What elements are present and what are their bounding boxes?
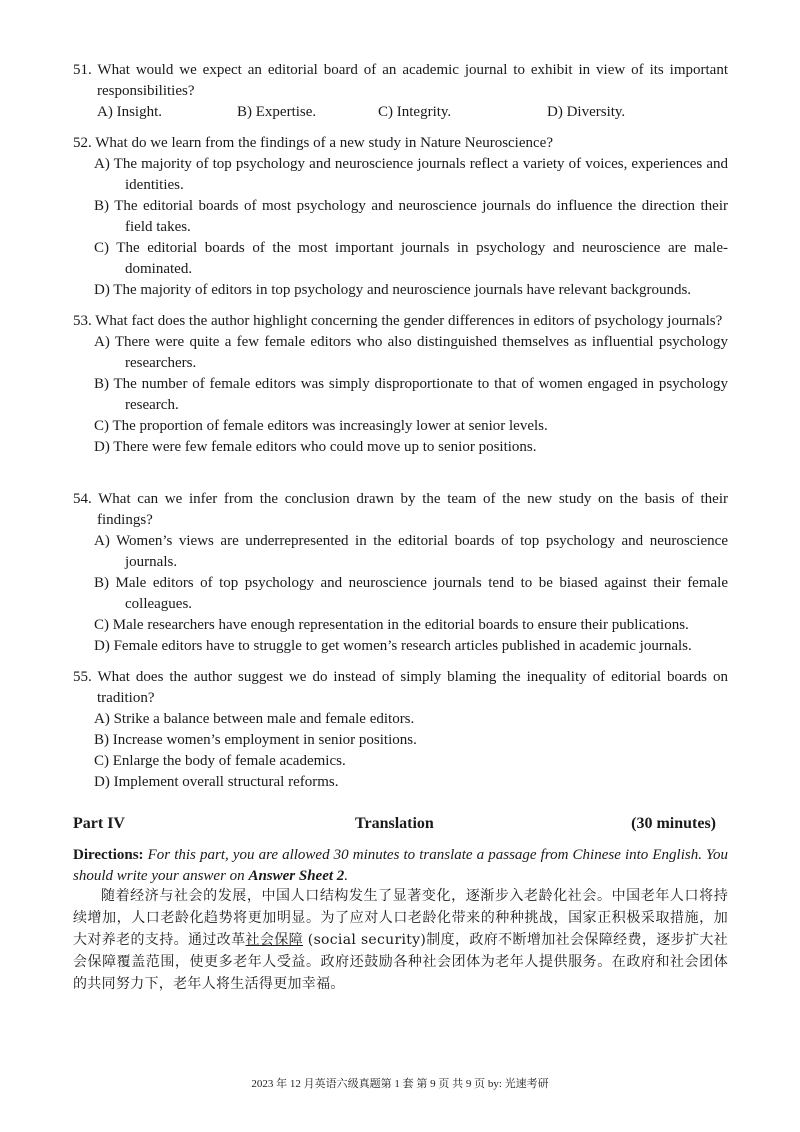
question-stem: 51. What would we expect an editorial board of an academic journal to exhibit in view of its important responsibilities? <box>73 62 728 99</box>
option-d[interactable]: D) Diversity. <box>547 104 626 120</box>
option-a[interactable]: A) There were quite a few female editors who also distinguished themselves as influential psychology researchers. <box>94 334 728 371</box>
option-b[interactable]: B) Male editors of top psychology and neuroscience journals tend to be biased against their female colleagues. <box>94 575 728 612</box>
section-title: Translation <box>355 815 434 832</box>
question-stem: 52. What do we learn from the findings of a new study in Nature Neuroscience? <box>73 135 553 151</box>
option-a[interactable]: A) The majority of top psychology and neuroscience journals reflect a variety of voices, experiences and identities. <box>94 156 728 193</box>
translation-passage <box>73 885 728 995</box>
question-54 <box>73 489 728 657</box>
option-d[interactable]: D) The majority of editors in top psychology and neuroscience journals have relevant backgrounds. <box>94 282 692 298</box>
option-d[interactable]: D) There were few female editors who could move up to senior positions. <box>94 439 537 455</box>
directions-label: Directions: <box>73 847 144 863</box>
question-55 <box>73 667 728 793</box>
option-c[interactable]: C) The proportion of female editors was increasingly lower at senior levels. <box>94 418 548 434</box>
option-d[interactable]: D) Implement overall structural reforms. <box>94 774 339 790</box>
directions-end: . <box>344 868 349 884</box>
part-title: Part IV <box>73 815 125 832</box>
question-53 <box>73 311 728 458</box>
option-a[interactable]: A) Strike a balance between male and female editors. <box>94 711 415 727</box>
passage-text-1: 随着经济与社会的发展，中国人口结构发生了显著变化，逐渐步入老龄化社会。中国老年人口将持续增加，人口老龄化趋势将更加明显。为了应对人口老龄化带来的种种挑战，国家正积极采取措施，加大对养老的支持。通过改革 <box>73 888 728 948</box>
directions-text: For this part, you are allowed 30 minutes to translate a passage from Chinese into English. You should write your answer on <box>73 847 729 884</box>
option-b[interactable]: B) The number of female editors was simply disproportionate to that of women engaged in psychology research. <box>94 376 728 413</box>
option-c[interactable]: C) The editorial boards of the most important journals in psychology and neuroscience are male-dominated. <box>94 240 728 277</box>
option-row <box>73 102 728 123</box>
option-d[interactable]: D) Female editors have to struggle to get women’s research articles published in academic journals. <box>94 638 692 654</box>
question-stem: 55. What does the author suggest we do instead of simply blaming the inequality of editorial boards on tradition? <box>73 669 728 706</box>
section-time: (30 minutes) <box>631 815 716 832</box>
option-c[interactable]: C) Enlarge the body of female academics. <box>94 753 346 769</box>
question-stem: 54. What can we infer from the conclusion drawn by the team of the new study on the basis of their findings? <box>73 491 728 528</box>
option-c[interactable]: C) Integrity. <box>378 104 452 120</box>
option-b[interactable]: B) Expertise. <box>237 104 317 120</box>
directions <box>73 845 728 887</box>
question-stem: 53. What fact does the author highlight concerning the gender differences in editors of psychology journals? <box>73 313 723 329</box>
question-52 <box>73 133 728 301</box>
option-c[interactable]: C) Male researchers have enough representation in the editorial boards to ensure their publications. <box>94 617 689 633</box>
answer-sheet-ref: Answer Sheet 2 <box>248 868 345 884</box>
part-header <box>73 815 716 837</box>
page-footer: 2023 年 12 月英语六级真题第 1 套 第 9 页 共 9 页 by: 光速考研 <box>251 1078 549 1090</box>
passage-text-2: (social security)制度，政府不断增加社会保障经费，逐步扩大社会保障覆盖范围，使更多老年人受益。政府还鼓励各种社会团体为老年人提供服务。在政府和社会团体的共同努力下，老年人将生活得更加幸福。 <box>73 932 728 992</box>
option-a[interactable]: A) Women’s views are underrepresented in the editorial boards of top psychology and neuroscience journals. <box>94 533 728 570</box>
question-51 <box>73 60 728 123</box>
option-b[interactable]: B) Increase women’s employment in senior positions. <box>94 732 417 748</box>
passage-key-term: 社会保障 <box>245 932 303 948</box>
option-a[interactable]: A) Insight. <box>97 104 162 120</box>
option-b[interactable]: B) The editorial boards of most psychology and neuroscience journals do influence the direction their field takes. <box>94 198 728 235</box>
